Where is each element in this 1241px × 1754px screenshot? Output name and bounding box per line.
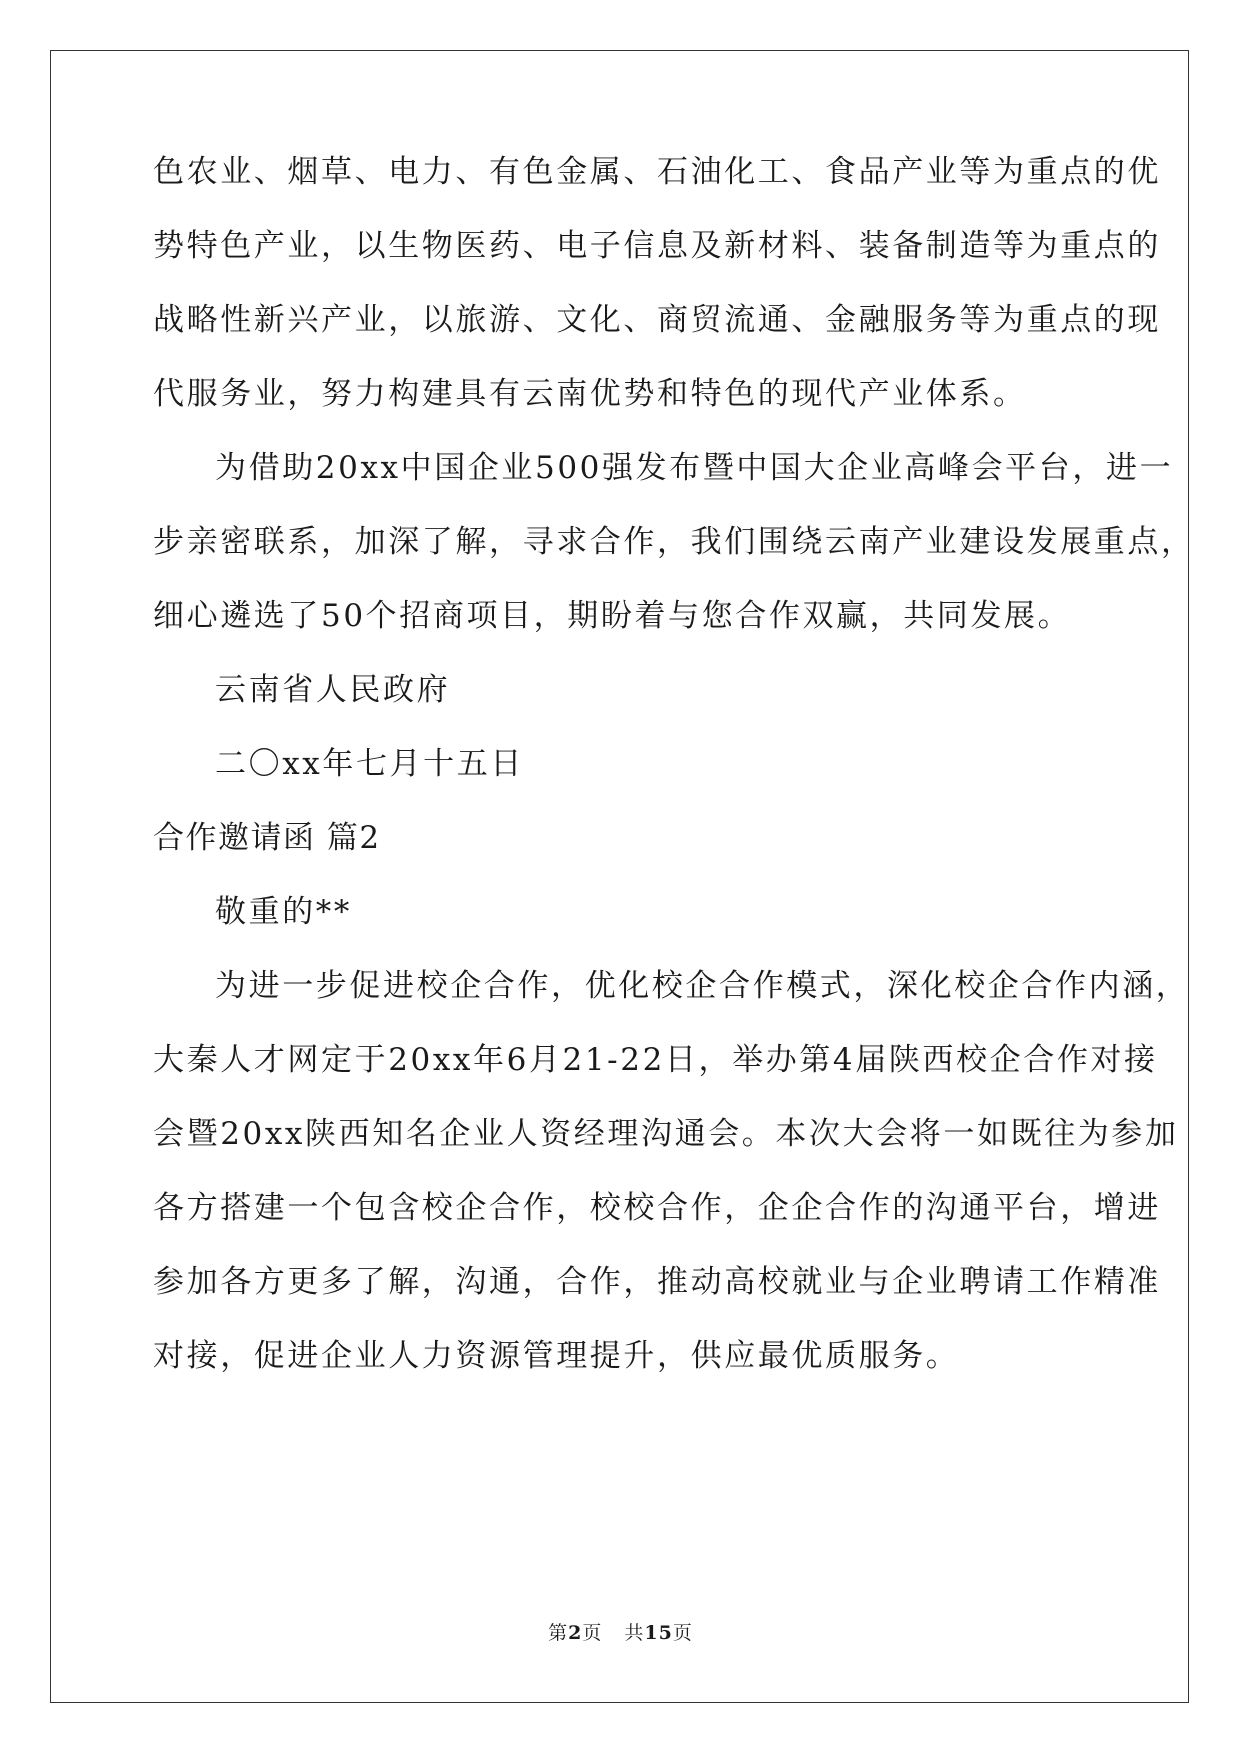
page-prefix: 第 [548, 1622, 569, 1644]
body-line-1: 色农业、烟草、电力、有色金属、石油化工、食品产业等为重点的优 [153, 154, 1161, 190]
total-unit: 页 [672, 1622, 693, 1644]
total-prefix: 共 [624, 1622, 645, 1644]
section-heading: 合作邀请函 篇2 [153, 820, 381, 856]
body-line-2: 势特色产业，以生物医药、电子信息及新材料、装备制造等为重点的 [153, 228, 1161, 264]
page-frame [50, 50, 1189, 1703]
body-line-3: 战略性新兴产业，以旅游、文化、商贸流通、金融服务等为重点的现 [153, 302, 1161, 338]
page-footer [0, 1621, 1241, 1645]
body-line-5: 为借助20xx中国企业500强发布暨中国大企业高峰会平台，进一 [215, 450, 1174, 486]
body-line-7: 细心遴选了50个招商项目，期盼着与您合作双赢，共同发展。 [153, 598, 1072, 634]
page-total: 15 [644, 1622, 673, 1644]
salutation: 敬重的** [215, 894, 352, 930]
body-line-13: 大秦人才网定于20xx年6月21-22日，举办第4届陕西校企合作对接 [153, 1042, 1158, 1078]
body-line-4: 代服务业，努力构建具有云南优势和特色的现代产业体系。 [153, 376, 1027, 412]
body-line-14: 会暨20xx陕西知名企业人资经理沟通会。本次大会将一如既往为参加 [153, 1116, 1179, 1152]
signatory: 云南省人民政府 [215, 672, 451, 708]
body-line-6: 步亲密联系，加深了解，寻求合作，我们围绕云南产业建设发展重点， [153, 524, 1195, 560]
body-line-15: 各方搭建一个包含校企合作，校校合作，企企合作的沟通平台，增进 [153, 1190, 1161, 1226]
date-line: 二〇xx年七月十五日 [215, 746, 524, 782]
body-line-17: 对接，促进企业人力资源管理提升，供应最优质服务。 [153, 1338, 960, 1374]
body-line-16: 参加各方更多了解，沟通，合作，推动高校就业与企业聘请工作精准 [153, 1264, 1161, 1300]
page-unit: 页 [582, 1622, 603, 1644]
body-line-12: 为进一步促进校企合作，优化校企合作模式，深化校企合作内涵， [215, 968, 1190, 1004]
page-current: 2 [568, 1622, 583, 1644]
